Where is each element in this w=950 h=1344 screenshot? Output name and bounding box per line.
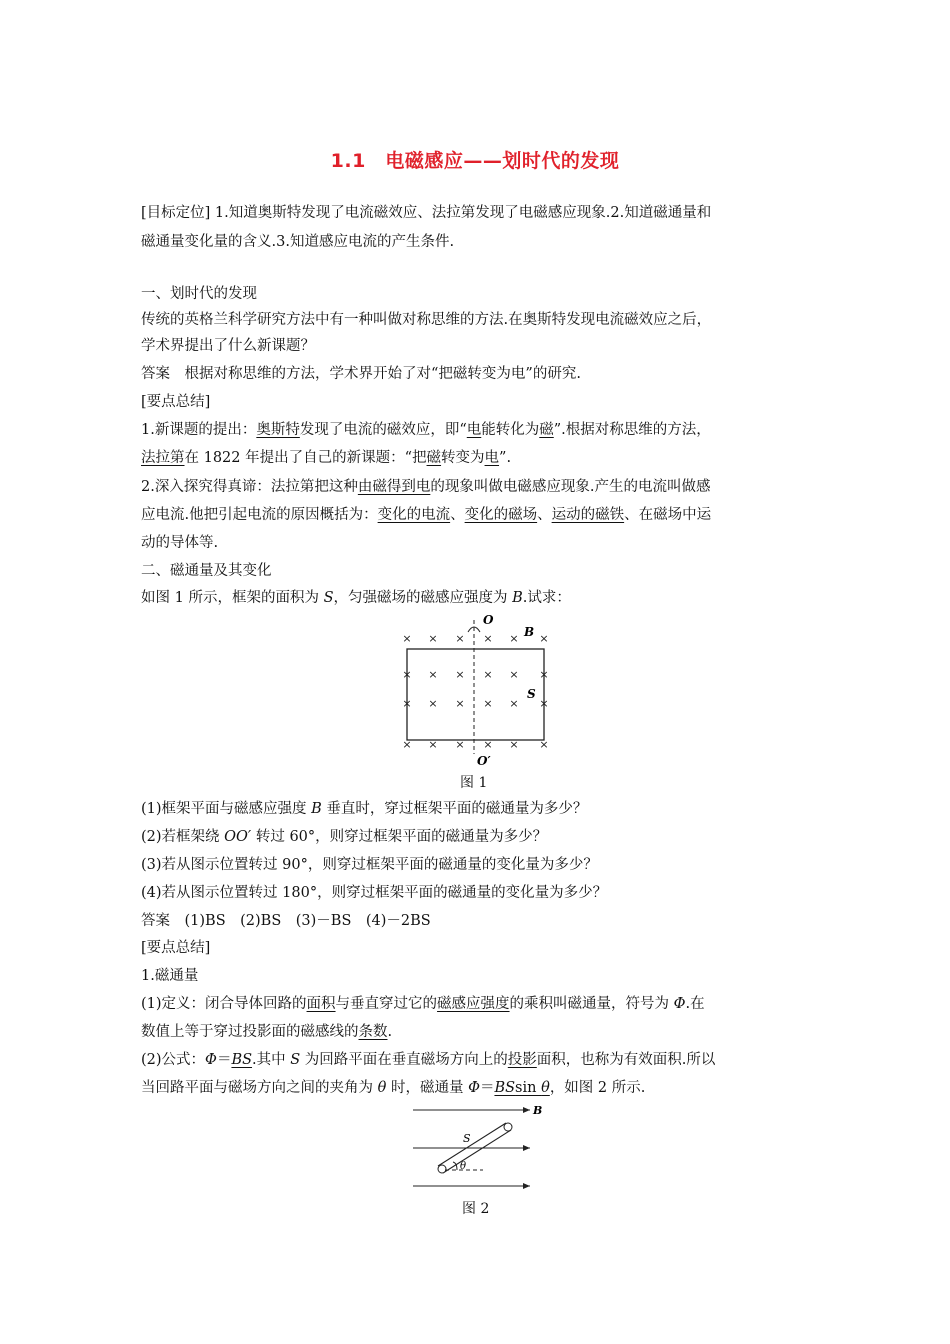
point-2-line-2: 应电流.他把引起电流的原因概括为：变化的电流、变化的磁场、运动的磁铁、在磁场中运 [141, 507, 712, 523]
label-s: S [527, 687, 536, 701]
field-cross: × [428, 697, 438, 710]
field-cross: × [483, 697, 493, 710]
field-cross: × [483, 632, 493, 645]
point-2-line-3: 动的导体等. [141, 535, 219, 551]
field-cross: × [509, 738, 519, 751]
summary-label-1: [要点总结] [141, 394, 211, 410]
summary-label-2: [要点总结] [141, 940, 211, 956]
question-3: (3)若从图示位置转过 90°，则穿过框架平面的磁通量的变化量为多少？ [141, 857, 598, 873]
field-cross: × [539, 738, 549, 751]
field-cross: × [402, 632, 412, 645]
field-cross: × [455, 632, 465, 645]
field-cross: × [455, 668, 465, 681]
field-cross: × [402, 738, 412, 751]
field-cross: × [455, 738, 465, 751]
label-s2: S [463, 1132, 471, 1145]
definition-line-2: 数值上等于穿过投影面的磁感线的条数. [141, 1024, 393, 1040]
definition-line-1: (1)定义：闭合导体回路的面积与垂直穿过它的磁感应强度的乘积叫磁通量，符号为 Φ.在 [141, 996, 705, 1012]
formula-line-2: 当回路平面与磁场方向之间的夹角为 θ 时，磁通量 Φ＝BSsin θ，如图 2 所示. [141, 1080, 646, 1096]
field-cross: × [509, 697, 519, 710]
plane-end-top [504, 1123, 512, 1131]
label-b: B [524, 625, 535, 639]
point-2-line-1: 2.深入探究得真谛：法拉第把这种由磁得到电的现象叫做电磁感应现象.产生的电流叫做感 [141, 479, 711, 495]
label-theta: θ [460, 1161, 467, 1172]
answer-2: 答案 (1)BS (2)BS (3)－BS (4)－2BS [141, 913, 431, 929]
goal-line-1: [目标定位] 1.知道奥斯特发现了电流磁效应、法拉第发现了电磁感应现象.2.知道磁通量和 [141, 205, 712, 221]
question-2: (2)若框架绕 OO′ 转过 60°，则穿过框架平面的磁通量为多少？ [141, 829, 548, 845]
field-cross: × [428, 668, 438, 681]
field-cross: × [539, 697, 549, 710]
field-cross: × [483, 738, 493, 751]
frame-rect [407, 649, 544, 740]
field-cross: × [402, 697, 412, 710]
plane-end-bottom [438, 1165, 446, 1173]
figure-1-caption: 图 1 [460, 775, 488, 791]
label-o-prime: O′ [477, 754, 491, 768]
figure-2-incline-diagram [405, 1102, 545, 1194]
field-cross: × [539, 668, 549, 681]
plane-edge-top [438, 1123, 506, 1166]
point-1-line-2: 法拉第在 1822 年提出了自己的新课题：“把磁转变为电”. [141, 450, 512, 466]
formula-line-1: (2)公式：Φ＝BS.其中 S 为回路平面在垂直磁场方向上的投影面积，也称为有效面积.所以 [141, 1052, 716, 1068]
page-title: 1.1 电磁感应——划时代的发现 [330, 150, 620, 172]
field-cross: × [483, 668, 493, 681]
field-cross: × [455, 697, 465, 710]
question-1: (1)框架平面与磁感应强度 B 垂直时，穿过框架平面的磁通量为多少？ [141, 801, 588, 817]
question-line-1: 传统的英格兰科学研究方法中有一种叫做对称思维的方法.在奥斯特发现电流磁效应之后， [141, 312, 712, 328]
field-cross: × [509, 632, 519, 645]
figure-1-frame-diagram [390, 612, 560, 770]
label-o: O [483, 613, 494, 627]
field-cross: × [428, 738, 438, 751]
figure-2-caption: 图 2 [462, 1201, 490, 1217]
field-cross: × [539, 632, 549, 645]
goal-line-2: 磁通量变化量的含义.3.知道感应电流的产生条件. [141, 234, 455, 250]
section1-heading: 一、划时代的发现 [141, 286, 257, 302]
field-cross: × [509, 668, 519, 681]
answer-1: 答案 根据对称思维的方法，学术界开始了对“把磁转变为电”的研究. [141, 366, 581, 382]
section2-heading: 二、磁通量及其变化 [141, 563, 272, 579]
key-point-1: 1.磁通量 [141, 968, 199, 984]
figure1-intro: 如图 1 所示，框架的面积为 S，匀强磁场的磁感应强度为 B.试求： [141, 590, 571, 606]
field-cross: × [402, 668, 412, 681]
label-b2: B [533, 1104, 543, 1117]
point-1-line-1: 1.新课题的提出：奥斯特发现了电流的磁效应，即“电能转化为磁”.根据对称思维的方法， [141, 422, 711, 438]
question-4: (4)若从图示位置转过 180°，则穿过框架平面的磁通量的变化量为多少？ [141, 885, 608, 901]
plane-edge-bottom [443, 1130, 511, 1173]
field-cross: × [428, 632, 438, 645]
question-line-2: 学术界提出了什么新课题？ [141, 338, 315, 354]
